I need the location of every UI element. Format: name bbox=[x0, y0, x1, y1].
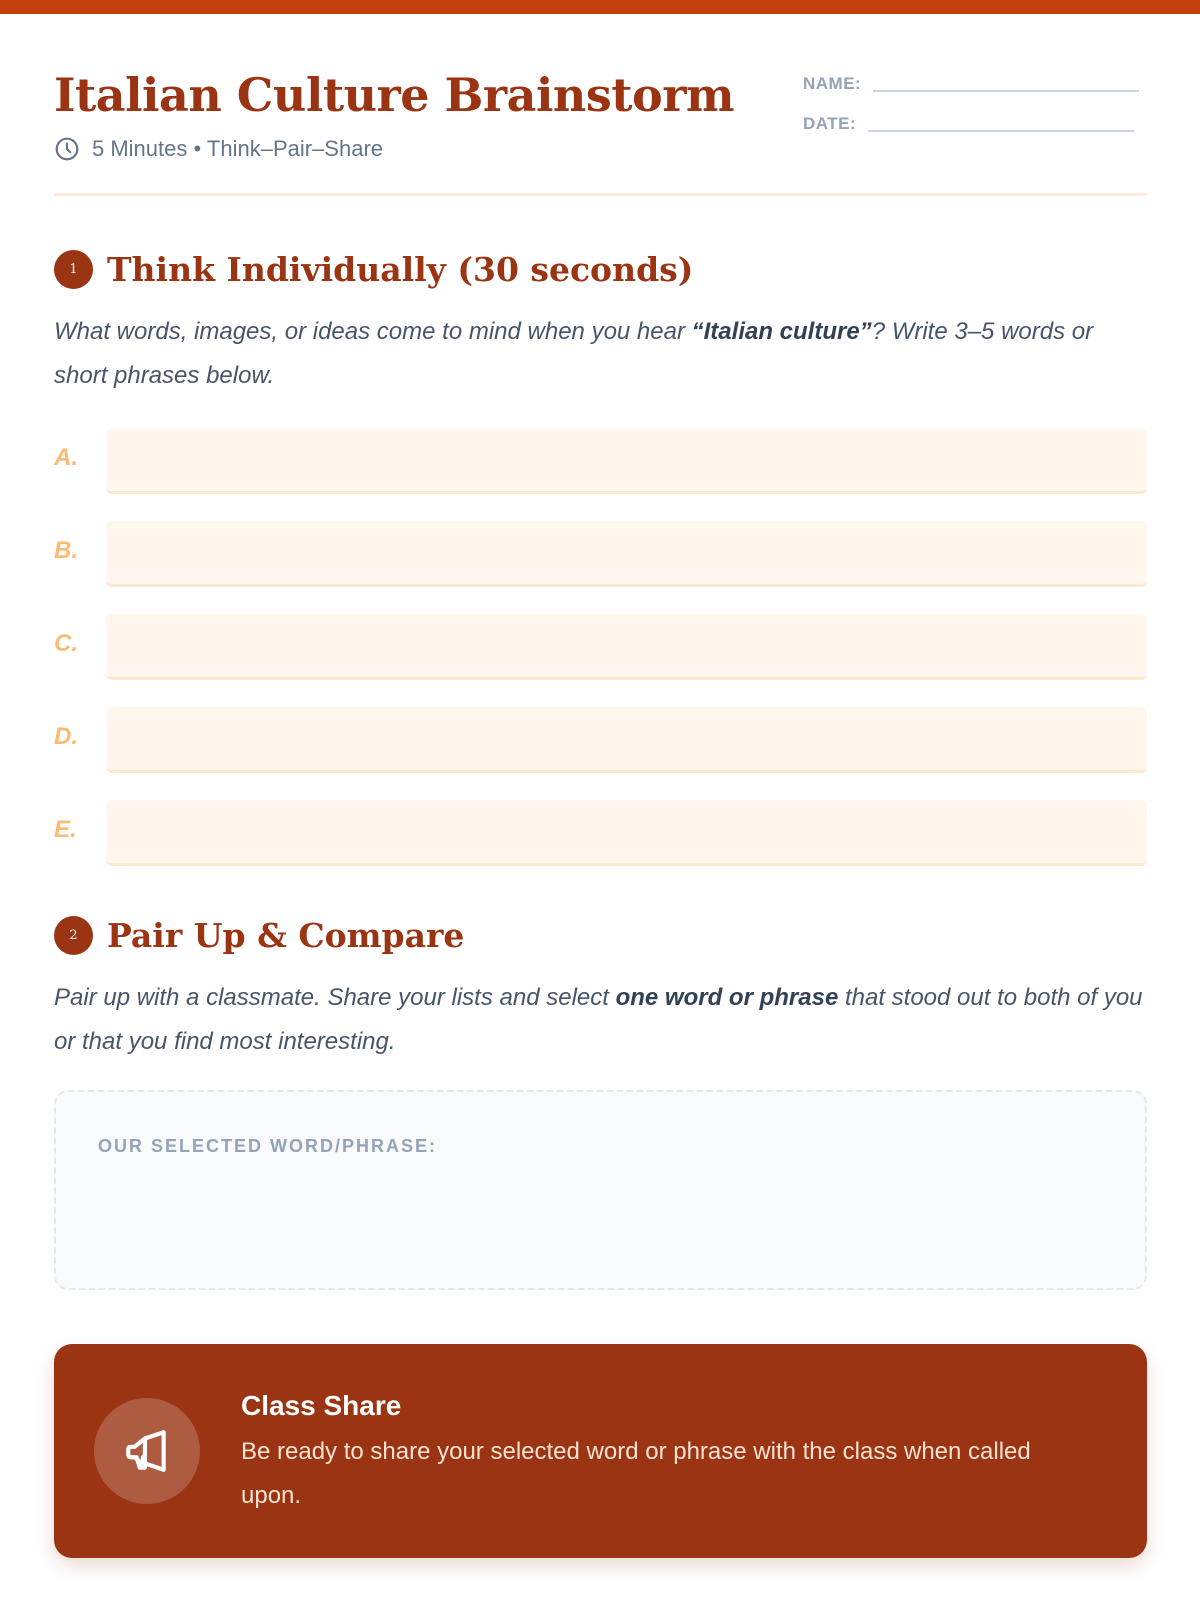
selected-phrase-label: OUR SELECTED WORD/PHRASE: bbox=[98, 1136, 438, 1156]
name-field[interactable] bbox=[803, 68, 1139, 94]
meta-text: 5 Minutes • Think–Pair–Share bbox=[92, 136, 384, 161]
instruction-emphasis: “Italian culture” bbox=[691, 318, 872, 345]
section-title: Pair Up & Compare bbox=[107, 916, 465, 955]
share-text: Be ready to share your selected word or phrase with the class when called upon. bbox=[241, 1438, 1031, 1509]
activity-meta bbox=[54, 136, 383, 162]
step-number-badge: 2 bbox=[54, 916, 93, 955]
step-number-badge: 1 bbox=[54, 250, 93, 289]
top-accent-bar bbox=[0, 0, 1200, 14]
section-pair bbox=[54, 916, 464, 955]
answer-label: C. bbox=[54, 630, 78, 657]
name-label: NAME: bbox=[803, 74, 862, 93]
name-line[interactable] bbox=[873, 90, 1139, 92]
answer-row-c bbox=[54, 614, 1147, 680]
answer-label: D. bbox=[54, 723, 78, 750]
date-line[interactable] bbox=[868, 130, 1134, 132]
answer-field[interactable] bbox=[106, 521, 1147, 587]
answer-label: B. bbox=[54, 537, 78, 564]
think-instructions bbox=[54, 310, 1147, 398]
worksheet-header bbox=[54, 60, 1147, 196]
date-label: DATE: bbox=[803, 114, 857, 133]
instruction-emphasis: one word or phrase bbox=[615, 984, 839, 1011]
answer-field[interactable] bbox=[106, 707, 1147, 773]
answer-field[interactable] bbox=[106, 428, 1147, 494]
clock-icon bbox=[54, 136, 80, 162]
class-share-callout bbox=[54, 1344, 1147, 1558]
answer-row-a bbox=[54, 428, 1147, 494]
answer-field[interactable] bbox=[106, 614, 1147, 680]
page-title: Italian Culture Brainstorm bbox=[54, 68, 735, 122]
instruction-text: Pair up with a classmate. Share your lists and select bbox=[54, 984, 616, 1011]
answer-field[interactable] bbox=[106, 800, 1147, 866]
answer-label: E. bbox=[54, 816, 77, 843]
selected-phrase-box[interactable] bbox=[54, 1090, 1147, 1290]
instruction-text: What words, images, or ideas come to mind when you hear bbox=[54, 318, 692, 345]
answer-row-b bbox=[54, 521, 1147, 587]
date-field[interactable] bbox=[803, 108, 1134, 134]
instruction-text: ? Write 3–5 words or short phrases below. bbox=[54, 318, 1094, 389]
section-title: Think Individually (30 seconds) bbox=[107, 250, 694, 289]
megaphone-icon bbox=[94, 1398, 200, 1504]
instruction-text: that stood out to both of you or that you find most interesting. bbox=[54, 984, 1143, 1055]
answer-row-d bbox=[54, 707, 1147, 773]
section-think bbox=[54, 250, 693, 289]
pair-instructions bbox=[54, 976, 1147, 1064]
share-title: Class Share bbox=[241, 1390, 402, 1421]
answer-label: A. bbox=[54, 444, 78, 471]
answer-row-e bbox=[54, 800, 1147, 866]
